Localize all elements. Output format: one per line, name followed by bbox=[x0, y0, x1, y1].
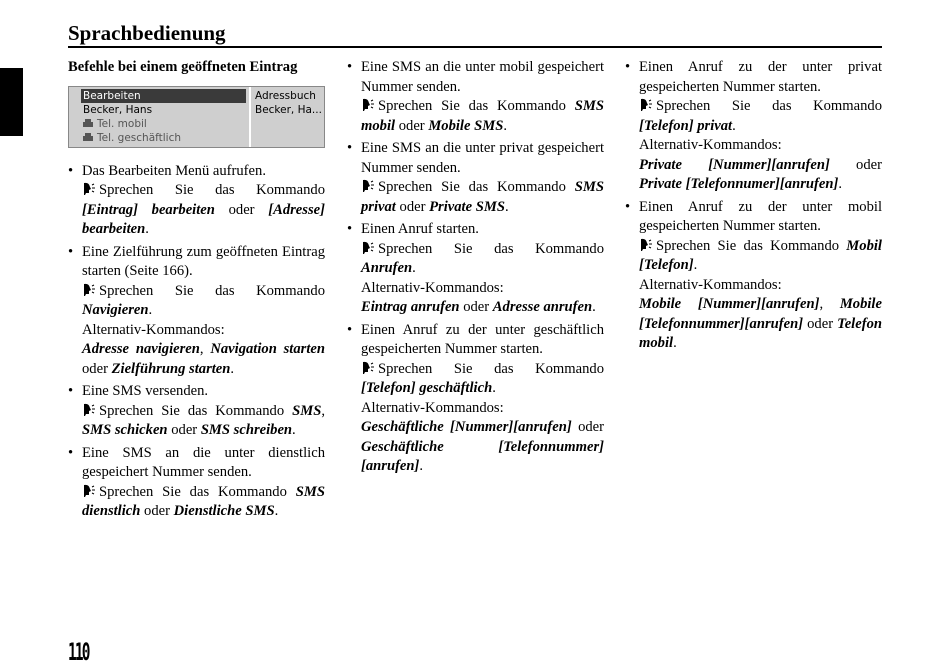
phone-icon bbox=[83, 131, 93, 139]
or-text: oder bbox=[807, 315, 834, 332]
section-heading: Befehle bei einem geöffneten Eintrag bbox=[68, 59, 298, 75]
punct: . bbox=[673, 335, 677, 351]
voice-command: SMS dienstlich bbox=[82, 483, 325, 519]
voice-command: Eintrag anrufen bbox=[361, 299, 460, 315]
or-text: oder bbox=[82, 360, 108, 377]
voice-command: Mobil [Telefon] bbox=[639, 237, 882, 273]
voice-command: Mobile [Telefonnummer][anrufen] bbox=[639, 296, 882, 332]
voice-command: Mobile SMS bbox=[428, 117, 504, 134]
punct: . bbox=[504, 198, 509, 215]
screen-list bbox=[81, 89, 246, 145]
punct: . bbox=[148, 302, 153, 318]
list-item bbox=[68, 162, 325, 240]
voice-command: [Telefon] privat bbox=[639, 117, 733, 134]
cmd-prefix: Sprechen Sie das Kommando bbox=[99, 282, 325, 299]
voice-icon bbox=[361, 241, 374, 254]
voice-command: Telefon mobil bbox=[639, 315, 882, 351]
voice-command: Mobile [Nummer][anrufen] bbox=[639, 296, 820, 312]
cmd-prefix: Sprechen Sie das Kommando bbox=[378, 240, 604, 257]
punct: . bbox=[230, 360, 235, 377]
or-text: oder bbox=[144, 503, 170, 519]
voice-command: SMS bbox=[292, 402, 322, 419]
list-item bbox=[347, 321, 604, 477]
list-item bbox=[625, 58, 882, 195]
screen-side-entry: Becker, Ha... bbox=[255, 103, 322, 116]
alt-commands-label: Alternativ-Kommandos: bbox=[639, 276, 782, 293]
item-text: • Eine SMS an die unter dienstlich gespeichert Nummer senden. bbox=[82, 444, 325, 480]
screen-side-title: Adressbuch bbox=[255, 89, 316, 102]
cmd-prefix: Sprechen Sie das Kommando bbox=[378, 98, 566, 114]
page-number: 110 bbox=[68, 638, 89, 666]
voice-command: [Adresse] bearbeiten bbox=[82, 201, 325, 237]
item-text: • Einen Anruf zu der unter geschäftlich gespeicherten Nummer starten. bbox=[361, 321, 604, 357]
voice-command: Zielführung starten bbox=[111, 360, 231, 377]
voice-icon bbox=[82, 283, 95, 296]
phone-icon bbox=[83, 117, 93, 125]
list-item bbox=[347, 58, 604, 136]
item-text: • Einen Anruf zu der unter mobil gespeicherten Nummer starten. bbox=[639, 198, 882, 234]
voice-command: Geschäftliche [Telefonnummer][anrufen] bbox=[361, 438, 604, 474]
column-1 bbox=[68, 58, 325, 525]
alt-commands-label: Alternativ-Kommandos: bbox=[361, 399, 504, 416]
section-tab-marker bbox=[0, 68, 23, 136]
voice-command: Dienstliche SMS bbox=[173, 503, 275, 519]
punct: . bbox=[419, 458, 424, 474]
list-item bbox=[347, 139, 604, 217]
cmd-prefix: Sprechen Sie das Kommando bbox=[99, 402, 285, 419]
punct: . bbox=[693, 257, 698, 273]
or-text: oder bbox=[463, 299, 490, 315]
or-text: oder bbox=[399, 198, 426, 215]
cmd-prefix: Sprechen Sie das Kommando bbox=[656, 237, 840, 254]
voice-icon bbox=[639, 98, 652, 111]
cmd-prefix: Sprechen Sie das Kommando bbox=[656, 98, 882, 114]
voice-command: Anrufen bbox=[361, 260, 413, 276]
item-text: • Eine SMS an die unter mobil gespeichert Nummer senden. bbox=[361, 59, 604, 95]
item-text: • Eine SMS an die unter privat gespeichert Nummer senden. bbox=[361, 140, 604, 176]
voice-command: SMS schicken bbox=[82, 422, 168, 438]
or-text: oder bbox=[578, 419, 604, 435]
punct: . bbox=[503, 117, 507, 134]
screen-side-panel bbox=[253, 89, 325, 117]
punct: . bbox=[838, 176, 842, 192]
item-text: • Einen Anruf zu der unter privat gespeicherten Nummer starten. bbox=[639, 59, 882, 95]
punct: . bbox=[592, 299, 596, 315]
or-text: oder bbox=[398, 117, 425, 134]
alt-commands-label: Alternativ-Kommandos: bbox=[82, 321, 225, 338]
voice-command: Adresse anrufen bbox=[492, 299, 593, 315]
voice-command: Geschäftliche [Nummer][anrufen] bbox=[361, 419, 572, 435]
punct: . bbox=[412, 260, 416, 276]
voice-command: SMS schreiben bbox=[200, 422, 293, 438]
item-text: • Eine Zielführung zum geöffneten Eintrag starten (Seite 166). bbox=[82, 243, 325, 279]
cmd-prefix: Sprechen Sie das Kommando bbox=[378, 360, 604, 377]
alt-commands-label: Alternativ-Kommandos: bbox=[361, 279, 504, 296]
cmd-prefix: Sprechen Sie das Kommando bbox=[99, 182, 325, 198]
voice-icon bbox=[82, 484, 95, 497]
voice-command: [Telefon] geschäftlich bbox=[361, 380, 493, 396]
voice-command: [Eintrag] bearbeiten bbox=[82, 201, 215, 218]
list-item bbox=[68, 444, 325, 522]
item-text: • Das Bearbeiten Menü aufrufen. bbox=[82, 162, 266, 179]
screen-row bbox=[81, 131, 246, 145]
voice-command: Adresse navigieren bbox=[82, 341, 200, 357]
voice-icon bbox=[82, 182, 95, 195]
column-2 bbox=[347, 58, 604, 480]
punct: , bbox=[819, 296, 824, 312]
list-item bbox=[347, 220, 604, 318]
voice-icon bbox=[361, 361, 374, 374]
voice-command: Private [Nummer][anrufen] bbox=[639, 156, 830, 173]
voice-command: Private [Telefonnumer][anrufen] bbox=[639, 176, 839, 192]
column-3 bbox=[625, 58, 882, 357]
screen-row-label: Tel. mobil bbox=[97, 117, 147, 130]
punct: . bbox=[732, 117, 736, 134]
voice-command: SMS privat bbox=[361, 179, 604, 215]
voice-command: Navigieren bbox=[82, 302, 149, 318]
list-item bbox=[68, 382, 325, 441]
list-item bbox=[68, 243, 325, 380]
screen-row-label: Tel. geschäftlich bbox=[97, 131, 182, 144]
or-text: oder bbox=[228, 201, 255, 218]
punct: . bbox=[292, 422, 296, 438]
screen-divider bbox=[249, 87, 251, 147]
list-item bbox=[625, 198, 882, 354]
voice-icon bbox=[361, 98, 374, 111]
punct: . bbox=[492, 380, 496, 396]
voice-icon bbox=[82, 403, 95, 416]
device-screen bbox=[68, 86, 325, 148]
voice-icon bbox=[639, 238, 652, 251]
cmd-prefix: Sprechen Sie das Kommando bbox=[378, 179, 566, 195]
voice-command: Navigation starten bbox=[210, 341, 325, 357]
cmd-prefix: Sprechen Sie das Kommando bbox=[99, 483, 287, 500]
or-text: oder bbox=[171, 422, 198, 438]
screen-row: Becker, Hans bbox=[83, 103, 153, 116]
item-text: • Eine SMS versenden. bbox=[82, 383, 209, 399]
item-text: • Einen Anruf starten. bbox=[361, 221, 479, 237]
screen-row-selected: Bearbeiten bbox=[81, 89, 246, 103]
punct: . bbox=[274, 503, 279, 519]
page-title: Sprachbedienung bbox=[68, 20, 882, 48]
voice-icon bbox=[361, 179, 374, 192]
or-text: oder bbox=[856, 156, 882, 173]
voice-command: SMS mobil bbox=[361, 98, 604, 134]
voice-command: Private SMS bbox=[429, 198, 505, 215]
punct: , bbox=[199, 341, 204, 357]
punct: . bbox=[145, 221, 149, 237]
punct: , bbox=[321, 402, 325, 419]
screen-row bbox=[81, 117, 246, 131]
alt-commands-label: Alternativ-Kommandos: bbox=[639, 137, 782, 153]
